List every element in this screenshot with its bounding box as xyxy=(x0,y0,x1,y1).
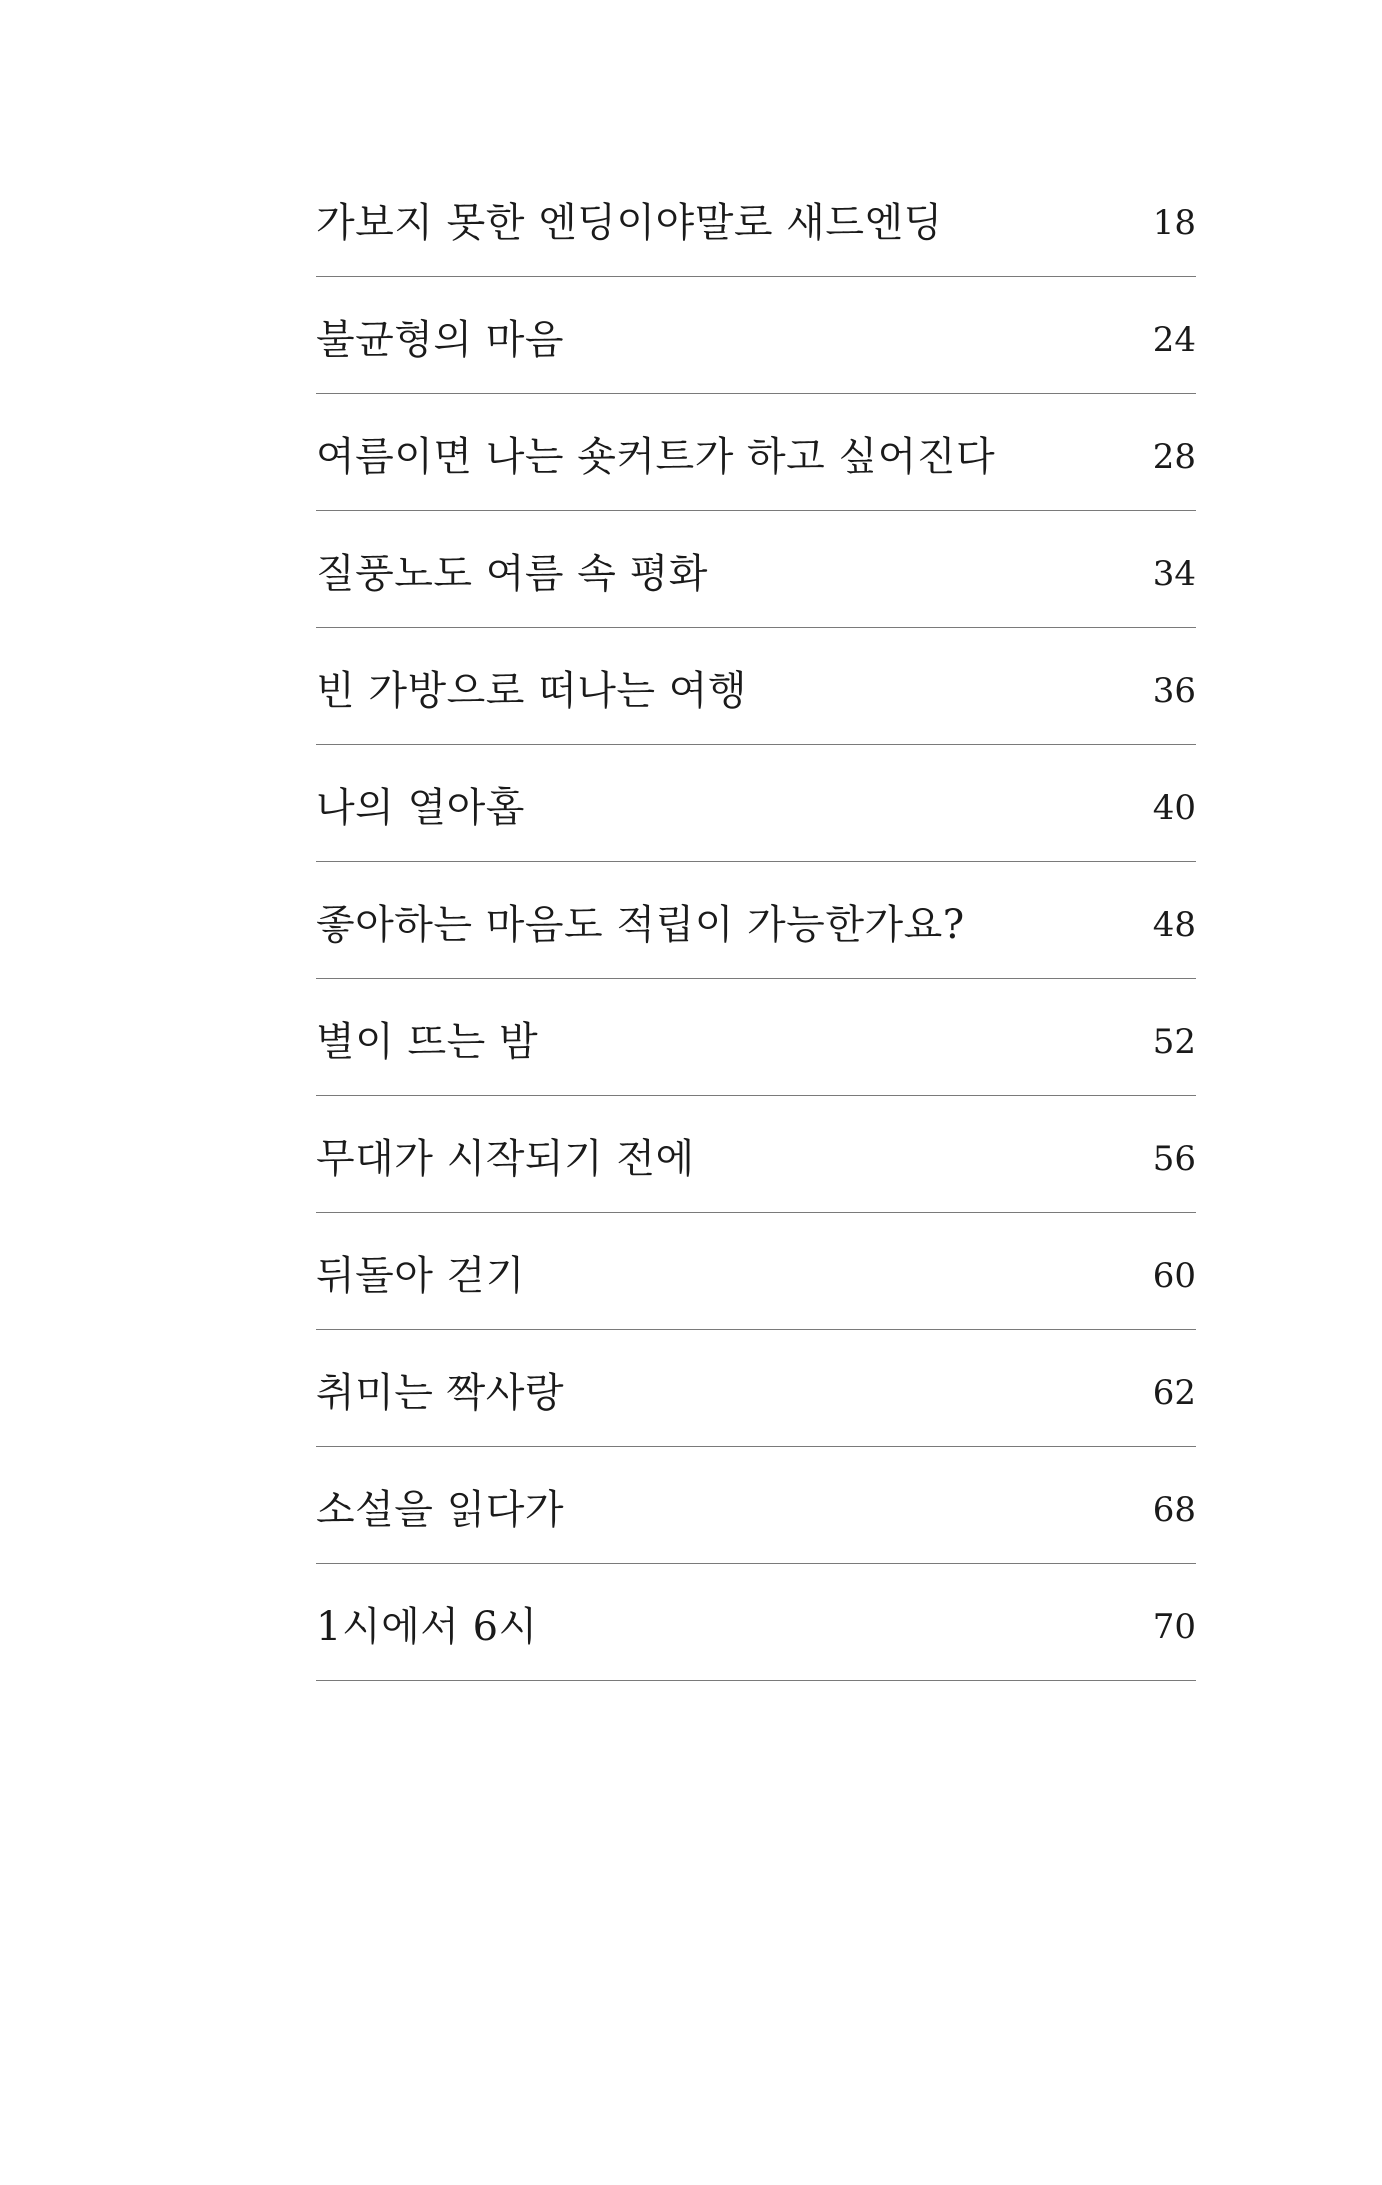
table-of-contents xyxy=(316,160,1196,1681)
toc-entry-title: 취미는 짝사랑 xyxy=(316,1370,565,1416)
toc-entry[interactable] xyxy=(316,1564,1196,1681)
toc-entry-page: 18 xyxy=(1152,203,1196,243)
toc-entry[interactable] xyxy=(316,394,1196,511)
toc-entry-page: 24 xyxy=(1152,320,1196,360)
toc-entry[interactable] xyxy=(316,979,1196,1096)
toc-entry[interactable] xyxy=(316,745,1196,862)
toc-entry-title: 질풍노도 여름 속 평화 xyxy=(316,551,708,597)
toc-entry-page: 56 xyxy=(1152,1139,1196,1179)
toc-entry-title: 여름이면 나는 숏커트가 하고 싶어진다 xyxy=(316,434,996,480)
toc-entry-title: 빈 가방으로 떠나는 여행 xyxy=(316,668,748,714)
toc-entry[interactable] xyxy=(316,628,1196,745)
toc-entry-title: 소설을 읽다가 xyxy=(316,1487,565,1533)
toc-entry-page: 60 xyxy=(1152,1256,1196,1296)
toc-entry-page: 70 xyxy=(1152,1607,1196,1647)
toc-entry-title: 좋아하는 마음도 적립이 가능한가요? xyxy=(316,902,965,948)
toc-entry[interactable] xyxy=(316,1330,1196,1447)
toc-entry-title: 1시에서 6시 xyxy=(316,1604,538,1650)
toc-entry-title: 나의 열아홉 xyxy=(316,785,525,831)
toc-entry-title: 별이 뜨는 밤 xyxy=(316,1019,539,1065)
toc-entry-page: 48 xyxy=(1152,905,1196,945)
toc-entry-page: 40 xyxy=(1152,788,1196,828)
toc-entry-page: 28 xyxy=(1152,437,1196,477)
toc-entry[interactable] xyxy=(316,160,1196,277)
toc-entry[interactable] xyxy=(316,862,1196,979)
toc-entry-page: 68 xyxy=(1152,1490,1196,1530)
toc-entry-page: 36 xyxy=(1152,671,1196,711)
toc-entry-page: 52 xyxy=(1152,1022,1196,1062)
toc-entry[interactable] xyxy=(316,1213,1196,1330)
toc-entry[interactable] xyxy=(316,1447,1196,1564)
toc-entry[interactable] xyxy=(316,277,1196,394)
toc-entry-page: 62 xyxy=(1152,1373,1196,1413)
toc-entry-title: 불균형의 마음 xyxy=(316,317,565,363)
toc-entry-title: 무대가 시작되기 전에 xyxy=(316,1136,695,1182)
toc-entry-title: 가보지 못한 엔딩이야말로 새드엔딩 xyxy=(316,200,943,246)
toc-entry[interactable] xyxy=(316,511,1196,628)
toc-entry-title: 뒤돌아 걷기 xyxy=(316,1253,525,1299)
toc-entry-page: 34 xyxy=(1152,554,1196,594)
toc-entry[interactable] xyxy=(316,1096,1196,1213)
